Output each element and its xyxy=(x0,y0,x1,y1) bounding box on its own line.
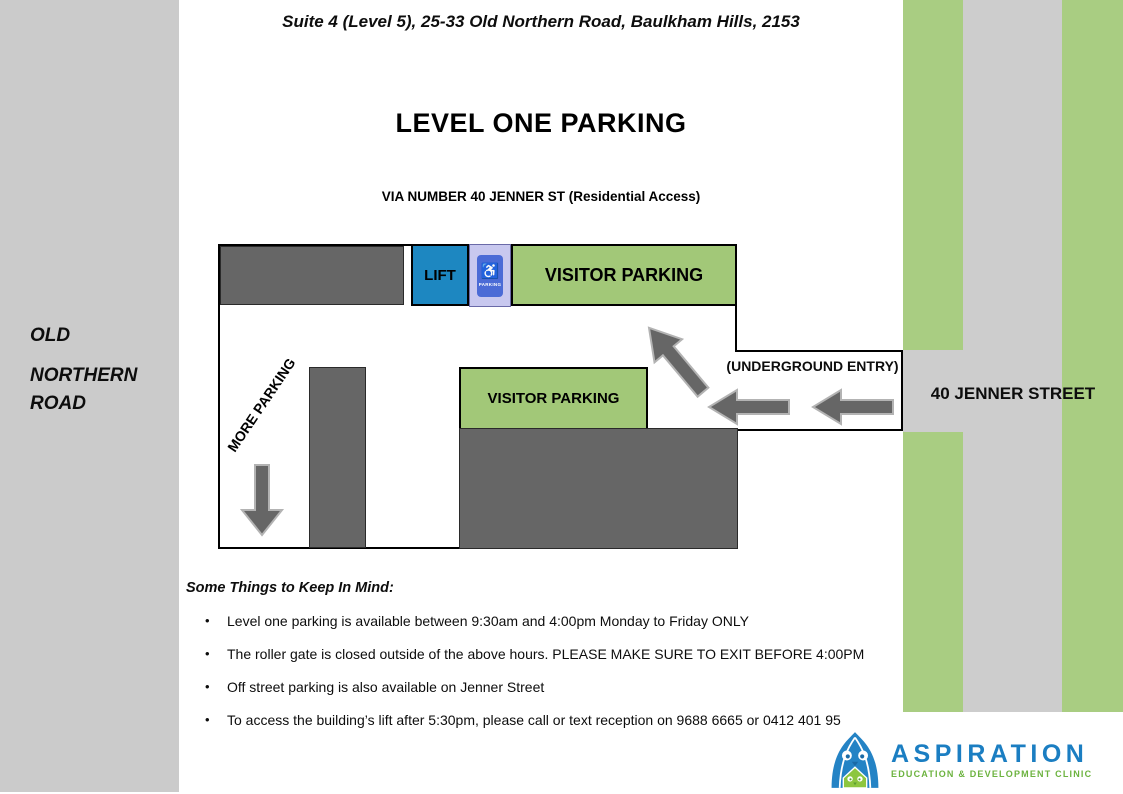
entry-arrow-left-icon xyxy=(811,388,895,426)
jenner-street-label: 40 JENNER STREET xyxy=(930,384,1096,403)
street-green-strip-bottom-left xyxy=(903,432,963,712)
street-green-strip-right xyxy=(1062,0,1123,712)
more-parking-label: MORE PARKING xyxy=(224,355,299,455)
visitor-parking-mid-label: VISITOR PARKING xyxy=(487,390,620,407)
page-title: LEVEL ONE PARKING xyxy=(395,108,687,138)
note-text: Off street parking is also available on Jenner Street xyxy=(227,679,545,695)
clinic-address: Suite 4 (Level 5), 25-33 Old Northern Road, Baulkham Hills, 2153 xyxy=(282,12,800,31)
clinic-logo xyxy=(828,730,1118,790)
bullet-dot: • xyxy=(205,646,210,661)
note-text: The roller gate is closed outside of the above hours. PLEASE MAKE SURE TO EXIT BEFORE 4:00PM xyxy=(227,646,865,662)
more-parking-arrow-down-icon xyxy=(240,463,284,537)
wheelchair-icon: ♿ xyxy=(480,263,500,280)
notes-list xyxy=(205,611,905,743)
list-item xyxy=(205,611,905,631)
bullet-dot: • xyxy=(205,679,210,694)
bullet-dot: • xyxy=(205,712,210,727)
aspiration-logo-icon xyxy=(828,731,882,789)
visitor-parking-top-label: VISITOR PARKING xyxy=(544,264,704,285)
list-item xyxy=(205,644,905,664)
accessible-parking-label: PARKING xyxy=(478,282,502,287)
road-label-line1: OLD xyxy=(30,325,71,346)
road-label-line3: ROAD xyxy=(30,393,86,414)
list-item xyxy=(205,677,905,697)
note-text: To access the building’s lift after 5:30pm, please call or text reception on 9688 6665 or 0412 401 95 xyxy=(227,712,841,728)
lift-box xyxy=(411,244,469,306)
logo-text-block xyxy=(891,741,1092,779)
accessible-parking-box xyxy=(469,244,511,307)
access-subtitle: VIA NUMBER 40 JENNER ST (Residential Access) xyxy=(381,189,701,204)
accessible-parking-sign xyxy=(477,255,503,297)
street-green-strip-top-left xyxy=(903,0,963,350)
logo-name: ASPIRATION xyxy=(891,740,1089,768)
bullet-dot: • xyxy=(205,613,210,628)
old-northern-road-label xyxy=(30,322,137,418)
road-label-line2: NORTHERN xyxy=(30,365,138,386)
visitor-parking-mid-box xyxy=(459,367,648,430)
notes-heading: Some Things to Keep In Mind: xyxy=(186,580,394,596)
lift-label: LIFT xyxy=(424,266,456,284)
jenner-street-roadway xyxy=(963,0,1062,712)
underground-entry-label: (UNDERGROUND ENTRY) xyxy=(726,358,899,374)
note-text: Level one parking is available between 9:30am and 4:00pm Monday to Friday ONLY xyxy=(227,613,749,629)
parking-structure-column xyxy=(309,367,366,548)
entry-arrow-left-icon xyxy=(707,388,791,426)
visitor-parking-top-box xyxy=(511,244,737,306)
logo-tagline: EDUCATION & DEVELOPMENT CLINIC xyxy=(891,769,1093,779)
list-item xyxy=(205,710,905,730)
parking-structure-block-top xyxy=(220,246,404,305)
parking-structure-block-bottom xyxy=(459,428,738,549)
